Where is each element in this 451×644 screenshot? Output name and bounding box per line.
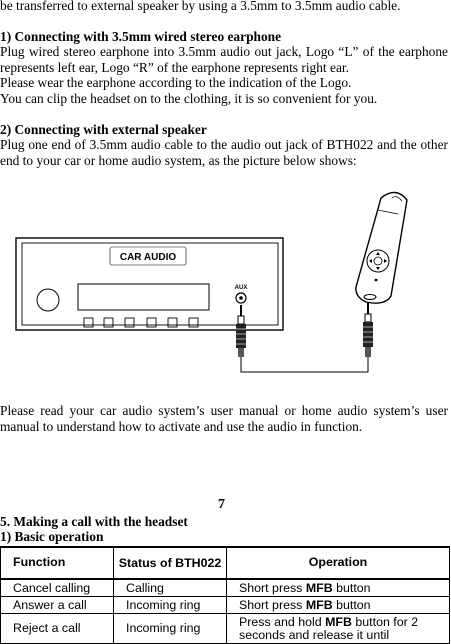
status-cell: Incoming ring [114,614,227,644]
audio-cable [241,357,368,372]
bth022-device [356,192,407,303]
operation-cell: Press and hold MFB button for 2 seconds and release it until [227,614,450,644]
section-5-heading: 5. Making a call with the headset [0,514,188,529]
function-column-header: Function [1,547,114,579]
operation-column-header: Operation [227,547,450,579]
basic-operation-subheading: 1) Basic operation [0,529,104,544]
table-row [1,597,450,614]
after-figure-paragraph: Please read your car audio system’s user manual or home audio system’s user manual to understand how to activate and use the audio in function. [0,403,448,434]
car-audio-label: CAR AUDIO [119,252,177,263]
table-row [1,614,450,644]
function-cell: Answer a call [1,597,114,614]
function-cell: Reject a call [1,614,114,644]
section-1-line-2: Please wear the earphone according to the indication of the Logo. [0,75,352,90]
status-cell: Incoming ring [114,597,227,614]
page-number: 7 [218,497,225,512]
section-2-heading: 2) Connecting with external speaker [0,122,207,137]
section-2-paragraph: Plug one end of 3.5mm audio cable to the audio out jack of BTH022 and the other end to your car or home audio system, as the picture below shows: [0,137,448,168]
operation-cell: Short press MFB button [227,597,450,614]
section-1-line-3: You can clip the headset on to the clothing, it is so convenient for you. [0,91,378,106]
section-1-heading: 1) Connecting with 3.5mm wired stereo earphone [0,29,282,44]
intro-line: be transferred to external speaker by using a 3.5mm to 3.5mm audio cable. [0,0,401,13]
operation-cell: Short press MFB button [227,579,450,597]
status-column-header: Status of BTH022 [114,547,227,579]
audio-plug-right [363,303,373,357]
section-1-paragraph: Plug wired stereo earphone into 3.5mm audio out jack, Logo “L” of the earphone represents left ear, Logo “R” of the earphone represents right ear. [0,44,448,75]
aux-label: AUX [234,285,248,291]
function-cell: Cancel calling [1,579,114,597]
status-cell: Calling [114,579,227,597]
call-operations-table [0,546,450,644]
table-header-row [1,547,450,579]
connection-illustration [0,176,451,386]
table-row [1,579,450,597]
